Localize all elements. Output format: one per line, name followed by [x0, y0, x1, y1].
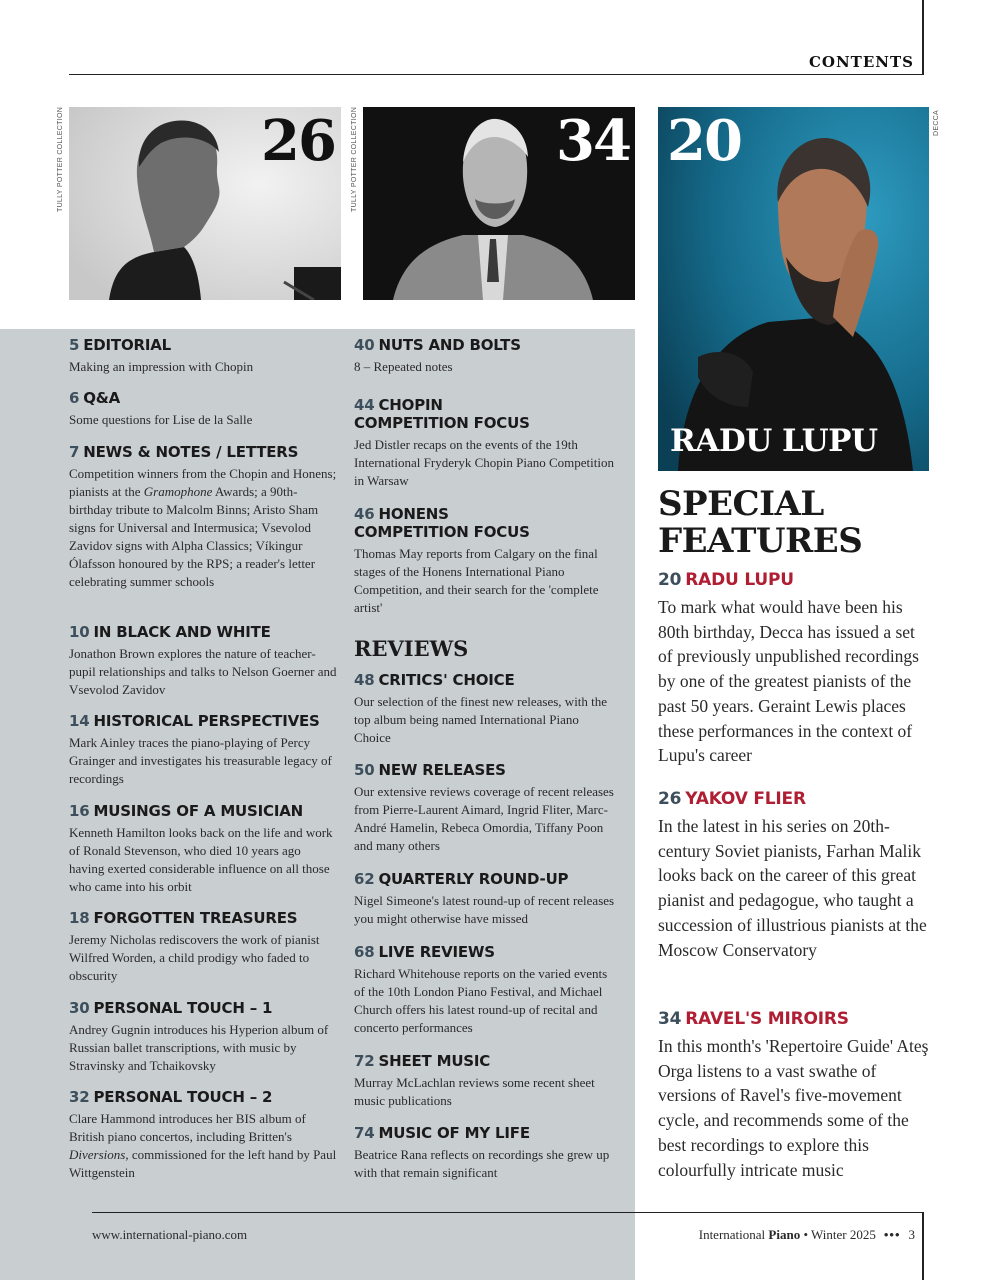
entry-heading [69, 389, 337, 407]
feature-description: In the latest in his series on 20th-century Soviet pianists, Farhan Malik looks back on the career of this great pianist and pedagogue, who taught a succession of illustrious pianists at the Moscow Conservatory [658, 816, 927, 960]
entry-title: Q&A [83, 389, 121, 407]
entry-title: NUTS AND BOLTS [378, 336, 521, 354]
entry-heading [354, 943, 618, 961]
entry-page-number: 32 [69, 1088, 90, 1106]
entry-heading [354, 396, 618, 432]
reviews-heading: REVIEWS [354, 636, 469, 661]
footer-brand-b: Piano [768, 1227, 801, 1242]
entry-heading [69, 1088, 337, 1106]
entry-page-number: 46 [354, 505, 375, 523]
photo-number-20: 20 [667, 108, 741, 174]
entry-description-italic: Gramophone [143, 484, 213, 499]
entry-page-number: 18 [69, 909, 90, 927]
entry-heading [354, 870, 618, 888]
feature-radu-lupu[interactable] [658, 570, 933, 768]
entry-description-italic: Diversions [69, 1147, 126, 1162]
contents-entry-sheet-music[interactable] [354, 1052, 618, 1110]
feature-heading [658, 1009, 933, 1029]
entry-title: NEW RELEASES [378, 761, 506, 779]
entry-page-number: 5 [69, 336, 80, 354]
contents-entry-quarterly[interactable] [354, 870, 618, 928]
entry-page-number: 44 [354, 396, 375, 414]
footer-rule [92, 1212, 924, 1213]
feature-description: To mark what would have been his 80th birthday, Decca has issued a set of previously unpublished recordings by one of the greatest pianists of the past 50 years. Geraint Lewis places these performances in the context of Lupu's career [658, 597, 919, 766]
entry-description: Jeremy Nicholas rediscovers the work of pianist Wilfred Worden, a child prodigy who faded to obscurity [69, 932, 320, 983]
photo-yakov-flier [69, 107, 341, 300]
feature-ravels-miroirs[interactable] [658, 1009, 933, 1182]
contents-entry-qa[interactable] [69, 389, 337, 429]
entry-title: HISTORICAL PERSPECTIVES [93, 712, 320, 730]
contents-entry-news-notes[interactable] [69, 443, 337, 591]
entry-heading [69, 802, 337, 820]
entry-title: IN BLACK AND WHITE [93, 623, 271, 641]
contents-entry-critics-choice[interactable] [354, 671, 618, 747]
photo-ravel [363, 107, 635, 300]
contents-entry-music-of-my-life[interactable] [354, 1124, 618, 1182]
header-rule [69, 74, 924, 75]
entry-description [69, 1110, 337, 1182]
entry-heading [69, 999, 337, 1017]
entry-description: Jonathon Brown explores the nature of teacher-pupil relationships and talks to Nelson Goerner and Vsevolod Zavidov [69, 646, 337, 697]
entry-title: PERSONAL TOUCH – 2 [93, 1088, 273, 1106]
entry-description: Kenneth Hamilton looks back on the life and work of Ronald Stevenson, who died 10 years ago having exerted considerable influence on all those who came into his orbit [69, 825, 333, 894]
entry-page-number: 72 [354, 1052, 375, 1070]
entry-description: Some questions for Lise de la Salle [69, 412, 253, 427]
contents-entry-live-reviews[interactable] [354, 943, 618, 1037]
entry-description: Beatrice Rana reflects on recordings she grew up with that remain significant [354, 1147, 610, 1180]
photo-credit-26: TULLY POTTER COLLECTION [57, 106, 64, 212]
contents-entry-honens-focus[interactable] [354, 505, 618, 617]
special-features-heading-line-2: FEATURES [658, 521, 863, 561]
entry-description-part: Clare Hammond introduces her BIS album of British piano concertos, including Britten's [69, 1111, 306, 1144]
header-vertical-rule [922, 0, 924, 75]
entry-description: Mark Ainley traces the piano-playing of Percy Grainger and investigates his treasurable legacy of recordings [69, 735, 332, 786]
entry-description: 8 – Repeated notes [354, 359, 453, 374]
entry-description: Our selection of the finest new releases, with the top album being named International Piano Choice [354, 694, 608, 745]
feature-heading [658, 789, 933, 809]
entry-title: CHOPIN [378, 396, 443, 414]
feature-title: YAKOV FLIER [685, 789, 806, 809]
entry-title: CRITICS' CHOICE [378, 671, 515, 689]
footer-page-number: 3 [908, 1227, 915, 1242]
footer-vertical-rule [922, 1212, 924, 1280]
entry-title: NEWS & NOTES / LETTERS [83, 443, 299, 461]
feature-title: RADU LUPU [685, 570, 794, 590]
entry-page-number: 68 [354, 943, 375, 961]
entry-description-part: , commissioned for the left hand by Paul Wittgenstein [69, 1147, 337, 1180]
special-features-heading-line-1: SPECIAL [658, 484, 824, 524]
footer-publication [699, 1227, 915, 1243]
entry-description-part: Awards; a 90th-birthday tribute to Malcolm Binns; Aristo Sham signs for Universal and Intermusica; Vsevolod Zavidov signs with Alpha Classics; Víkingur Ólafsson honoured by the RPS; a reader's letter celebrating summer schools [69, 484, 319, 589]
entry-title-line-2: COMPETITION FOCUS [354, 414, 530, 432]
feature-title: RAVEL'S MIROIRS [685, 1009, 849, 1029]
contents-entry-forgotten[interactable] [69, 909, 337, 985]
photo-credit-34: TULLY POTTER COLLECTION [351, 106, 358, 212]
entry-heading [354, 761, 618, 779]
footer-dots: ••• [883, 1227, 901, 1242]
entry-description: Nigel Simeone's latest round-up of recent releases you might otherwise have missed [354, 893, 615, 926]
entry-description: Thomas May reports from Calgary on the final stages of the Honens International Piano Competition, and their search for the 'complete artist' [354, 546, 599, 615]
entry-heading [69, 623, 337, 641]
feature-page-number: 20 [658, 570, 682, 590]
photo-credit-20: DECCA [933, 109, 940, 136]
entry-page-number: 14 [69, 712, 90, 730]
entry-page-number: 48 [354, 671, 375, 689]
entry-description [69, 465, 337, 591]
feature-heading [658, 570, 933, 590]
entry-page-number: 40 [354, 336, 375, 354]
entry-title: EDITORIAL [83, 336, 172, 354]
photo-number-34: 34 [556, 108, 630, 174]
entry-page-number: 50 [354, 761, 375, 779]
entry-title: HONENS [378, 505, 449, 523]
contents-entry-editorial[interactable] [69, 336, 337, 376]
entry-description: Our extensive reviews coverage of recent releases from Pierre-Laurent Aimard, Ingrid Fliter, Marc-André Hamelin, Rebeca Omordia, Tiffany Poon and many others [354, 784, 614, 853]
entry-description: Murray McLachlan reviews some recent sheet music publications [354, 1075, 595, 1108]
entry-heading [354, 1052, 618, 1070]
entry-page-number: 10 [69, 623, 90, 641]
entry-description-part: Competition winners from the Chopin and Honens; pianists at the [69, 466, 337, 499]
footer-issue: • Winter 2025 [800, 1227, 876, 1242]
entry-title: QUARTERLY ROUND-UP [378, 870, 569, 888]
contents-entry-personal-1[interactable] [69, 999, 337, 1075]
entry-page-number: 7 [69, 443, 80, 461]
entry-description: Making an impression with Chopin [69, 359, 254, 374]
entry-page-number: 16 [69, 802, 90, 820]
entry-heading [69, 909, 337, 927]
contents-entry-new-releases[interactable] [354, 761, 618, 855]
entry-page-number: 62 [354, 870, 375, 888]
photo-number-26: 26 [261, 108, 335, 174]
entry-title: FORGOTTEN TREASURES [93, 909, 298, 927]
entry-heading [69, 336, 337, 354]
entry-description: Richard Whitehouse reports on the varied events of the 10th London Piano Festival, and Michael Church offers his latest round-up of recital and concerto performances [354, 966, 608, 1035]
entry-description: Andrey Gugnin introduces his Hyperion album of Russian ballet transcriptions, with music by Stravinsky and Tchaikovsky [69, 1022, 329, 1073]
entry-heading [354, 505, 618, 541]
entry-heading [354, 1124, 618, 1142]
contents-entry-personal-2[interactable] [69, 1088, 337, 1182]
footer-brand-a: International [698, 1227, 769, 1242]
photo-caption-radu-lupu: RADU LUPU [670, 423, 878, 459]
entry-heading [69, 712, 337, 730]
entry-title: MUSIC OF MY LIFE [378, 1124, 530, 1142]
entry-title: LIVE REVIEWS [378, 943, 495, 961]
feature-page-number: 26 [658, 789, 682, 809]
entry-heading [354, 671, 618, 689]
contents-entry-historical[interactable] [69, 712, 337, 788]
entry-title: PERSONAL TOUCH – 1 [93, 999, 273, 1017]
entry-title: SHEET MUSIC [378, 1052, 491, 1070]
entry-description: Jed Distler recaps on the events of the 19th International Fryderyk Chopin Piano Competition in Warsaw [354, 437, 614, 488]
section-label: CONTENTS [808, 53, 914, 71]
contents-entry-musings[interactable] [69, 802, 337, 896]
contents-entry-nuts-bolts[interactable] [354, 336, 618, 376]
special-features-heading [658, 486, 948, 560]
entry-heading [354, 336, 618, 354]
entry-heading [69, 443, 337, 461]
entry-title-line-2: COMPETITION FOCUS [354, 523, 530, 541]
contents-entry-chopin-focus[interactable] [354, 396, 618, 490]
feature-page-number: 34 [658, 1009, 682, 1029]
entry-title: MUSINGS OF A MUSICIAN [93, 802, 303, 820]
entry-page-number: 6 [69, 389, 80, 407]
feature-yakov-flier[interactable] [658, 789, 933, 962]
photo-radu-lupu [658, 107, 929, 471]
entry-page-number: 30 [69, 999, 90, 1017]
contents-entry-black-white[interactable] [69, 623, 337, 699]
entry-page-number: 74 [354, 1124, 375, 1142]
footer-website-link[interactable]: www.international-piano.com [92, 1227, 248, 1242]
feature-description: In this month's 'Repertoire Guide' Ateş Orga listens to a vast swathe of versions of Ravel's five-movement cycle, and recommends some of the best recordings to explore this colourfully intricate music [658, 1036, 929, 1180]
